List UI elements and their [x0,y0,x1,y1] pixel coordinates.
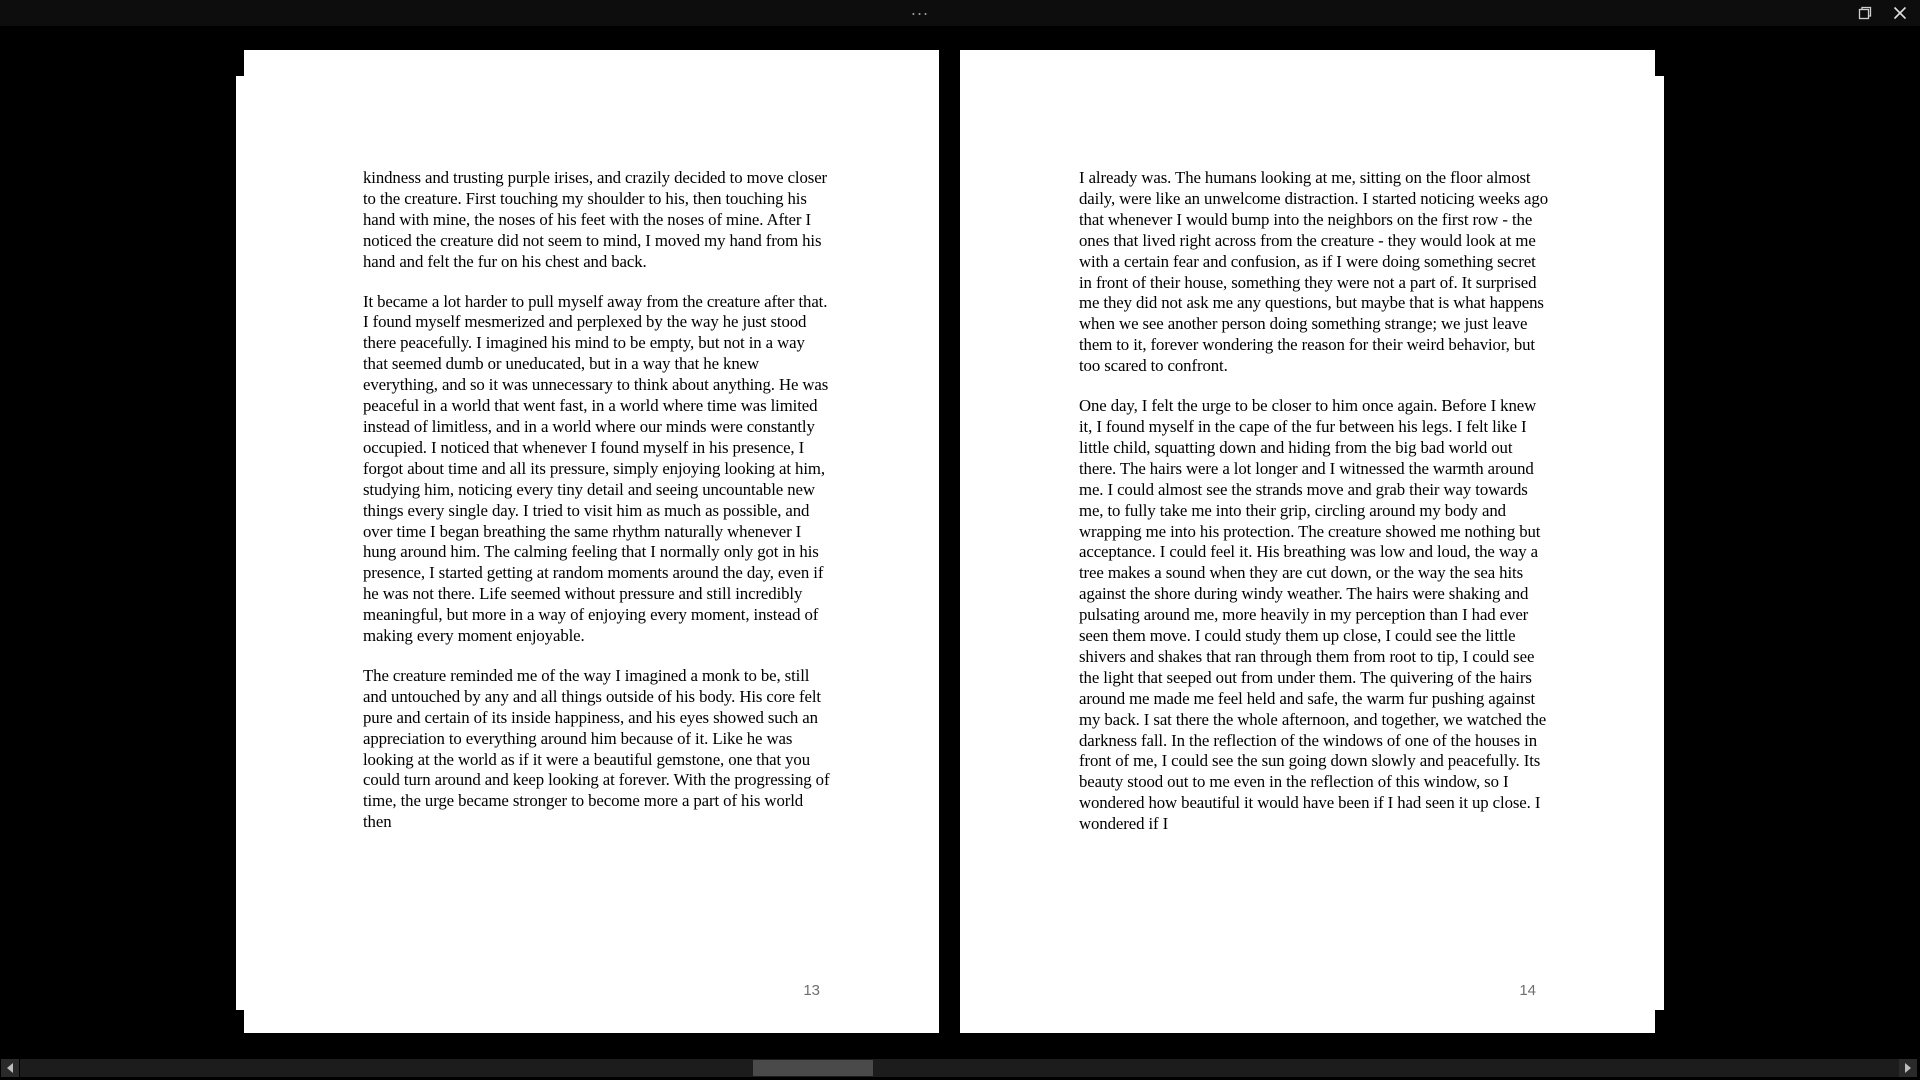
restore-window-icon [1858,6,1872,20]
page-stack-edge-right [1654,76,1664,1010]
scroll-right-arrow-icon [1904,1063,1912,1073]
page-body-text [1079,168,1549,835]
page-body-text [363,168,833,833]
scroll-right-button[interactable] [1899,1059,1917,1077]
paragraph: It became a lot harder to pull myself away from the creature after that. I found myself mesmerized and perplexed by the way he just stood there peacefully. I imagined his mind to be empty, but not in a way that seemed dumb or uneducated, but in a way that he knew everything, and so it was unnecessary to think about anything. He was peaceful in a world that went fast, in a world where time was limited instead of limitless, and in a world where our minds were constantly occupied. I noticed that whenever I found myself in his presence, I forgot about time and all its pressure, simply enjoying looking at him, studying him, noticing every tiny detail and seeing uncountable new things every single day. I tried to visit him as much as possible, and over time I began breathing the same rhythm naturally whenever I hung around him. The calming feeling that I normally only got in his presence, I started getting at random moments around the day, even if he was not there. Life seemed without pressure and still incredibly meaningful, but more in a way of enjoying every moment, instead of making every moment enjoyable. [363,291,829,646]
scroll-left-button[interactable] [1,1059,19,1077]
restore-window-button[interactable] [1847,0,1883,26]
horizontal-scrollbar[interactable] [0,1058,1920,1080]
close-icon [1893,6,1907,20]
book-page-left [244,50,939,1033]
paragraph: I already was. The humans looking at me, sitting on the floor almost daily, were like an unwelcome distraction. I started noticing weeks ago that whenever I would bump into the neighbors on the first row - the ones that lived right across from the creature - they would look at me with a certain fear and confusion, as if I were doing something secret in front of their house, something they were not a part of. It surprised me they did not ask me any questions, but maybe that is what happens when we see another person doing something strange; we just leave them to it, forever wondering the reason for their weird behavior, but too scared to confront. [1079,168,1548,376]
paragraph: kindness and trusting purple irises, and crazily decided to move closer to the creature. First touching my shoulder to his, then touching his hand with mine, the noses of his feet with the noses of mine. After I noticed the creature did not seem to mind, I moved my hand from his hand and felt the fur on his chest and back. [363,168,828,271]
page-number: 14 [1519,982,1536,999]
scroll-left-arrow-icon [6,1063,14,1073]
paragraph: The creature reminded me of the way I imagined a monk to be, still and untouched by any and all things outside of his body. His core felt pure and certain of its inside happiness, and his eyes showed such an appreciation to everything around him because of it. Like he was looking at the world as if it were a beautiful gemstone, one that you could turn around and keep looking at forever. With the progressing of time, the urge became stronger to become more a part of his world then [363,665,830,832]
page-number: 13 [803,982,820,999]
more-dots-icon[interactable]: ... [910,0,930,19]
scroll-thumb[interactable] [753,1060,873,1076]
paragraph: One day, I felt the urge to be closer to him once again. Before I knew it, I found myself in the cape of the fur between his legs. I felt like I little child, squatting down and hiding from the big bad world out there. The hairs were a lot longer and I witnessed the warmth around me. I could almost see the strands move and grab their way towards me, to fully take me into their grip, circling around my body and wrapping me into his protection. The creature showed me nothing but acceptance. I could feel it. His breathing was low and loud, the way a tree makes a sound when they are cut down, or the way the sea hits against the shore during windy weather. The hairs were shaking and pulsating around me, more heavily in my perception than I had ever seen them move. I could study them up close, I could see the little shivers and shakes that ran through them from root to tip, I could see the light that seeped out from under them. The quivering of the hairs around me made me feel held and safe, the warm fur pushing against my back. I sat there the whole afternoon, and together, we watched the darkness fall. In the reflection of the windows of one of the houses in front of me, I could see the sun going down slowly and peacefully. Its beauty stood out to me even in the reflection of this window, so I wondered how beautiful it would have been if I had seen it up close. I wondered if I [1079,396,1547,834]
scroll-track[interactable] [20,1059,1900,1077]
book-page-right [960,50,1655,1033]
viewer-title-bar [0,0,1920,26]
close-button[interactable] [1882,0,1918,26]
